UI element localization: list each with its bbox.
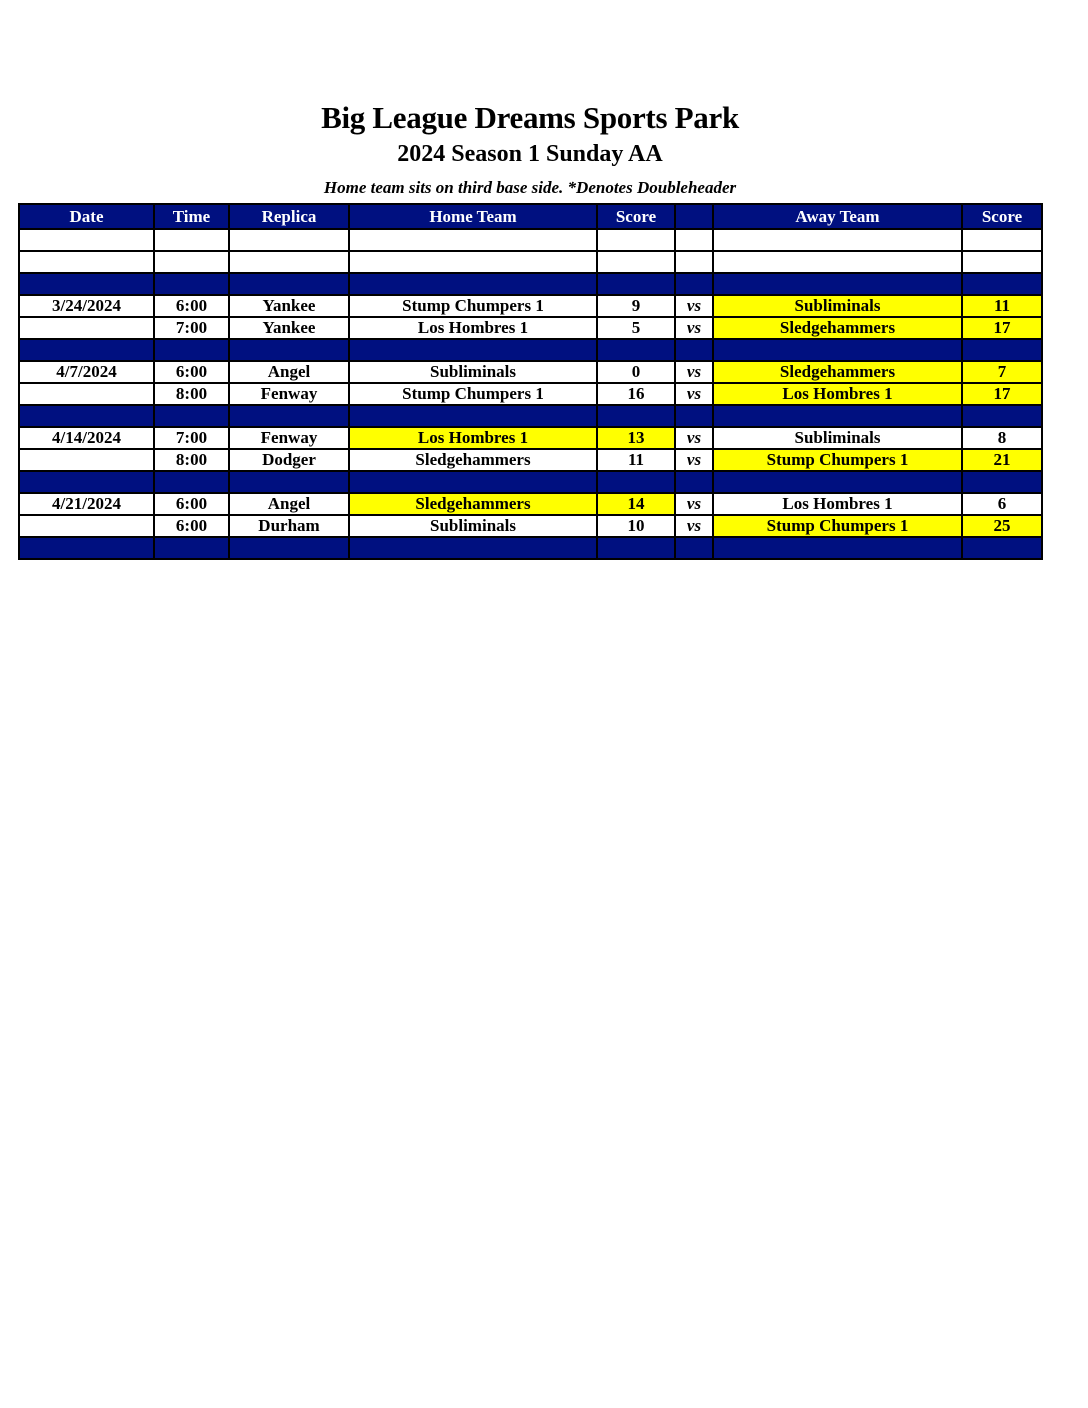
home-team: Stump Chumpers 1 <box>349 295 597 317</box>
separator-row <box>19 537 1042 559</box>
page-subtitle: 2024 Season 1 Sunday AA <box>397 141 663 167</box>
empty-cell <box>154 273 229 295</box>
blank-row <box>19 229 1042 251</box>
schedule-table <box>18 203 1043 560</box>
away-team: Sledgehammers <box>713 361 962 383</box>
empty-cell <box>229 273 349 295</box>
home-team: Sledgehammers <box>349 449 597 471</box>
col-away-score: Score <box>962 204 1042 229</box>
game-date <box>19 449 154 471</box>
empty-cell <box>154 537 229 559</box>
vs-label: vs <box>675 427 713 449</box>
game-time: 6:00 <box>154 515 229 537</box>
separator-row <box>19 339 1042 361</box>
empty-cell <box>597 537 675 559</box>
game-replica: Angel <box>229 361 349 383</box>
empty-cell <box>675 537 713 559</box>
home-score: 13 <box>597 427 675 449</box>
vs-label: vs <box>675 361 713 383</box>
empty-cell <box>19 229 154 251</box>
empty-cell <box>962 251 1042 273</box>
empty-cell <box>229 251 349 273</box>
home-team: Subliminals <box>349 515 597 537</box>
game-date: 3/24/2024 <box>19 295 154 317</box>
game-row <box>19 295 1042 317</box>
away-score: 17 <box>962 317 1042 339</box>
empty-cell <box>229 339 349 361</box>
game-row <box>19 361 1042 383</box>
empty-cell <box>962 405 1042 427</box>
empty-cell <box>713 537 962 559</box>
empty-cell <box>597 405 675 427</box>
home-score: 9 <box>597 295 675 317</box>
separator-row <box>19 405 1042 427</box>
empty-cell <box>349 537 597 559</box>
col-time: Time <box>154 204 229 229</box>
game-replica: Dodger <box>229 449 349 471</box>
vs-label: vs <box>675 295 713 317</box>
empty-cell <box>962 273 1042 295</box>
empty-cell <box>229 405 349 427</box>
away-score: 7 <box>962 361 1042 383</box>
empty-cell <box>675 273 713 295</box>
page-title: Big League Dreams Sports Park <box>321 100 739 135</box>
away-score: 25 <box>962 515 1042 537</box>
game-time: 6:00 <box>154 295 229 317</box>
empty-cell <box>713 229 962 251</box>
game-time: 7:00 <box>154 317 229 339</box>
empty-cell <box>349 229 597 251</box>
game-replica: Angel <box>229 493 349 515</box>
game-date <box>19 515 154 537</box>
empty-cell <box>675 471 713 493</box>
game-row <box>19 515 1042 537</box>
empty-cell <box>962 339 1042 361</box>
empty-cell <box>154 251 229 273</box>
empty-cell <box>19 339 154 361</box>
home-score: 0 <box>597 361 675 383</box>
blank-row <box>19 251 1042 273</box>
empty-cell <box>713 251 962 273</box>
away-score: 17 <box>962 383 1042 405</box>
col-replica: Replica <box>229 204 349 229</box>
separator-row <box>19 273 1042 295</box>
col-home-score: Score <box>597 204 675 229</box>
game-row <box>19 383 1042 405</box>
empty-cell <box>19 471 154 493</box>
game-time: 7:00 <box>154 427 229 449</box>
empty-cell <box>675 229 713 251</box>
home-team: Los Hombres 1 <box>349 317 597 339</box>
away-team: Stump Chumpers 1 <box>713 449 962 471</box>
away-team: Los Hombres 1 <box>713 493 962 515</box>
empty-cell <box>19 537 154 559</box>
game-time: 8:00 <box>154 383 229 405</box>
game-date: 4/21/2024 <box>19 493 154 515</box>
empty-cell <box>675 405 713 427</box>
empty-cell <box>19 273 154 295</box>
game-replica: Fenway <box>229 383 349 405</box>
home-team: Subliminals <box>349 361 597 383</box>
empty-cell <box>229 471 349 493</box>
game-time: 6:00 <box>154 361 229 383</box>
vs-label: vs <box>675 383 713 405</box>
game-date: 4/14/2024 <box>19 427 154 449</box>
empty-cell <box>154 471 229 493</box>
away-score: 6 <box>962 493 1042 515</box>
game-row <box>19 317 1042 339</box>
game-row <box>19 427 1042 449</box>
col-vs <box>675 204 713 229</box>
game-time: 6:00 <box>154 493 229 515</box>
away-team: Sledgehammers <box>713 317 962 339</box>
game-date <box>19 383 154 405</box>
empty-cell <box>154 339 229 361</box>
home-score: 14 <box>597 493 675 515</box>
vs-label: vs <box>675 449 713 471</box>
empty-cell <box>713 405 962 427</box>
game-replica: Durham <box>229 515 349 537</box>
away-team: Subliminals <box>713 427 962 449</box>
col-home-team: Home Team <box>349 204 597 229</box>
empty-cell <box>349 405 597 427</box>
empty-cell <box>597 339 675 361</box>
game-row <box>19 449 1042 471</box>
empty-cell <box>597 471 675 493</box>
vs-label: vs <box>675 493 713 515</box>
schedule-note: Home team sits on third base side. *Denotes Doubleheader <box>323 178 737 197</box>
empty-cell <box>597 229 675 251</box>
home-score: 10 <box>597 515 675 537</box>
empty-cell <box>962 537 1042 559</box>
empty-cell <box>19 251 154 273</box>
empty-cell <box>154 229 229 251</box>
empty-cell <box>154 405 229 427</box>
home-score: 11 <box>597 449 675 471</box>
home-team: Stump Chumpers 1 <box>349 383 597 405</box>
home-team: Sledgehammers <box>349 493 597 515</box>
away-team: Subliminals <box>713 295 962 317</box>
empty-cell <box>675 339 713 361</box>
game-date: 4/7/2024 <box>19 361 154 383</box>
game-time: 8:00 <box>154 449 229 471</box>
game-replica: Yankee <box>229 295 349 317</box>
empty-cell <box>675 251 713 273</box>
empty-cell <box>349 273 597 295</box>
schedule-body <box>19 229 1042 559</box>
game-replica: Yankee <box>229 317 349 339</box>
home-score: 16 <box>597 383 675 405</box>
empty-cell <box>597 251 675 273</box>
home-team: Los Hombres 1 <box>349 427 597 449</box>
empty-cell <box>229 537 349 559</box>
empty-cell <box>349 471 597 493</box>
away-score: 8 <box>962 427 1042 449</box>
empty-cell <box>713 471 962 493</box>
empty-cell <box>962 229 1042 251</box>
home-score: 5 <box>597 317 675 339</box>
col-date: Date <box>19 204 154 229</box>
empty-cell <box>713 339 962 361</box>
empty-cell <box>349 339 597 361</box>
header-row <box>19 204 1042 229</box>
away-team: Stump Chumpers 1 <box>713 515 962 537</box>
game-date <box>19 317 154 339</box>
empty-cell <box>962 471 1042 493</box>
empty-cell <box>349 251 597 273</box>
vs-label: vs <box>675 317 713 339</box>
game-replica: Fenway <box>229 427 349 449</box>
away-score: 11 <box>962 295 1042 317</box>
empty-cell <box>597 273 675 295</box>
empty-cell <box>713 273 962 295</box>
game-row <box>19 493 1042 515</box>
separator-row <box>19 471 1042 493</box>
vs-label: vs <box>675 515 713 537</box>
away-team: Los Hombres 1 <box>713 383 962 405</box>
empty-cell <box>19 405 154 427</box>
col-away-team: Away Team <box>713 204 962 229</box>
away-score: 21 <box>962 449 1042 471</box>
empty-cell <box>229 229 349 251</box>
